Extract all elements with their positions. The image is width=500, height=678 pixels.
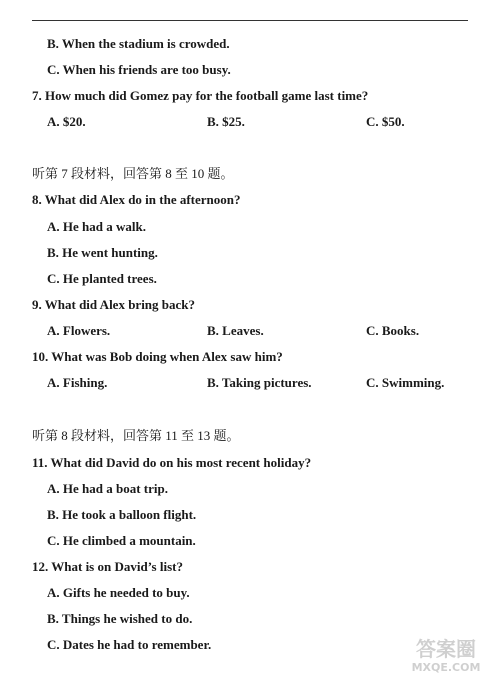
section-8-instruction: 听第 8 段材料，回答第 11 至 13 题。 — [32, 428, 240, 443]
watermark-logo — [398, 636, 494, 674]
q9-option-b: B. Leaves. — [207, 323, 264, 338]
q7-option-a: A. $20. — [47, 114, 86, 129]
q12-option-b: B. Things he wished to do. — [47, 611, 193, 626]
q6-option-b: B. When the stadium is crowded. — [47, 36, 230, 51]
q7-option-c: C. $50. — [366, 114, 405, 129]
question-10: 10. What was Bob doing when Alex saw him? — [32, 349, 283, 364]
q10-option-c: C. Swimming. — [366, 375, 445, 390]
q6-option-c: C. When his friends are too busy. — [47, 62, 231, 77]
q11-option-b: B. He took a balloon flight. — [47, 507, 197, 522]
q10-option-a: A. Fishing. — [47, 375, 108, 390]
svg-text:答案圈: 答案圈 — [416, 637, 476, 661]
question-8: 8. What did Alex do in the afternoon? — [32, 192, 241, 207]
svg-text:MXQE.COM: MXQE.COM — [411, 661, 481, 674]
q12-option-a: A. Gifts he needed to buy. — [47, 585, 190, 600]
q8-option-a: A. He had a walk. — [47, 219, 146, 234]
q11-option-c: C. He climbed a mountain. — [47, 533, 196, 548]
q7-option-b: B. $25. — [207, 114, 245, 129]
q12-option-c: C. Dates he had to remember. — [47, 637, 212, 652]
q9-option-a: A. Flowers. — [47, 323, 111, 338]
q11-option-a: A. He had a boat trip. — [47, 481, 168, 496]
question-12: 12. What is on David’s list? — [32, 559, 183, 574]
q8-option-b: B. He went hunting. — [47, 245, 158, 260]
question-11: 11. What did David do on his most recent holiday? — [32, 455, 312, 470]
question-9: 9. What did Alex bring back? — [32, 297, 196, 312]
top-rule — [32, 20, 468, 21]
q8-option-c: C. He planted trees. — [47, 271, 157, 286]
q10-option-b: B. Taking pictures. — [207, 375, 312, 390]
question-7: 7. How much did Gomez pay for the football game last time? — [32, 88, 369, 103]
q9-option-c: C. Books. — [366, 323, 420, 338]
section-7-instruction: 听第 7 段材料，回答第 8 至 10 题。 — [32, 166, 234, 181]
